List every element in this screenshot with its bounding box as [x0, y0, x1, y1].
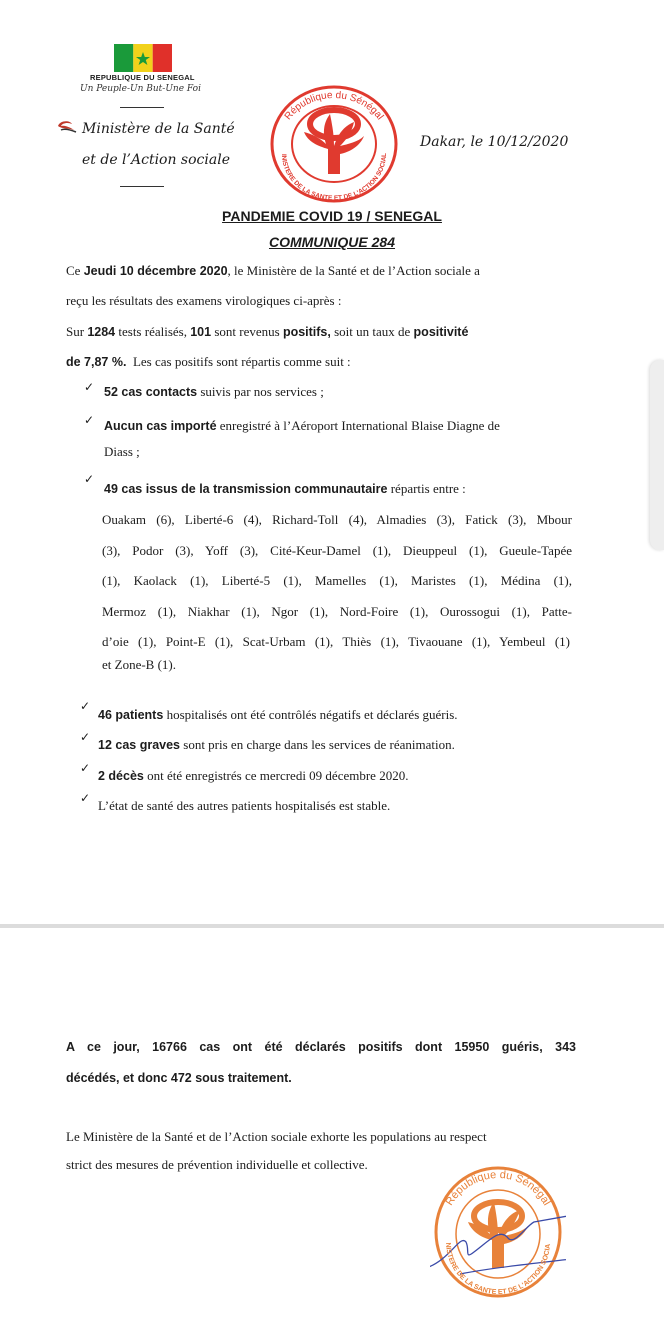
senegal-flag-icon — [114, 44, 172, 72]
stamp-text-top: République du Sénégal — [443, 1168, 553, 1208]
seal-text-top: République du Sénégal — [282, 89, 386, 123]
intro-line-2: reçu les résultats des examens virologiques ci-après : — [66, 293, 342, 308]
national-motto: Un Peuple-Un But-Une Foi — [80, 84, 201, 94]
summary-line-1: A ce jour, 16766 cas ont été déclarés positifs dont 15950 guéris, 343 — [66, 1040, 576, 1054]
status-deaths: 2 décès ont été enregistrés ce mercredi 09 décembre 2020. — [98, 768, 409, 783]
localities-row: d’oie (1), Point-E (1), Scat-Urbam (1), Thiès (1), Tivaouane (1), Yembeul (1) — [102, 634, 570, 649]
svg-text:République du Sénégal — [283, 90, 386, 122]
localities-row: et Zone-B (1). — [102, 657, 177, 672]
closing-line-1: Le Ministère de la Santé et de l’Action sociale exhorte les populations au respect — [66, 1129, 487, 1144]
status-stable: L’état de santé des autres patients hospitalisés est stable. — [98, 798, 391, 813]
ministry-name-line2: et de l’Action sociale — [82, 152, 230, 168]
document-date: Dakar, le 10/12/2020 — [420, 134, 569, 150]
seal-lettering — [268, 84, 400, 204]
page-2 — [0, 928, 664, 1320]
bullet-imported-cont: Diass ; — [104, 444, 140, 459]
check-mark-icon: ✓ — [84, 380, 95, 394]
ministry-emblem-icon — [56, 118, 78, 134]
document-title: PANDEMIE COVID 19 / SENEGAL — [222, 208, 442, 224]
seal-text-bottom: INISTERE DE LA SANTE ET DE L'ACTION SOCIAL — [279, 152, 389, 203]
check-mark-icon: ✓ — [80, 730, 91, 744]
svg-text:République du Sénégal — [443, 1169, 552, 1208]
communique-number: COMMUNIQUE 284 — [268, 234, 396, 250]
scroll-edge-handle[interactable] — [650, 360, 664, 550]
divider — [120, 107, 164, 108]
bullet-imported: Aucun cas importé enregistré à l’Aéroport International Blaise Diagne de — [104, 418, 500, 433]
check-mark-icon: ✓ — [80, 699, 91, 713]
localities-row: Ouakam (6), Liberté-6 (4), Richard-Toll (4), Almadies (3), Fatick (3), Mbour — [102, 512, 572, 527]
intro-line-3: Sur 1284 tests réalisés, 101 sont revenus positifs, soit un taux de positivité — [66, 324, 469, 339]
intro-line-1: Ce Jeudi 10 décembre 2020, le Ministère de la Santé et de l’Action sociale a — [66, 263, 480, 278]
divider — [120, 186, 164, 187]
ministry-name-line1: Ministère de la Santé — [82, 121, 235, 137]
localities-row: (1), Kaolack (1), Liberté-5 (1), Mamelles (1), Maristes (1), Médina (1), — [102, 573, 572, 588]
bullet-contacts: 52 cas contacts suivis par nos services ; — [104, 384, 324, 399]
republic-label: REPUBLIQUE DU SENEGAL — [90, 73, 195, 82]
check-mark-icon: ✓ — [84, 472, 95, 486]
localities-row: Mermoz (1), Niakhar (1), Ngor (1), Nord-Foire (1), Ourossogui (1), Patte- — [102, 604, 572, 619]
closing-line-2: strict des mesures de prévention individuelle et collective. — [66, 1157, 368, 1172]
localities-row: (3), Podor (3), Yoff (3), Cité-Keur-Damel (1), Dieuppeul (1), Gueule-Tapée — [102, 543, 572, 558]
check-mark-icon: ✓ — [80, 791, 91, 805]
status-recovered: 46 patients hospitalisés ont été contrôlés négatifs et déclarés guéris. — [98, 707, 458, 722]
check-mark-icon: ✓ — [84, 413, 95, 427]
stamp-text-bottom: NISTERE DE LA SANTE ET DE L'ACTION SOCIA — [443, 1242, 553, 1297]
status-serious: 12 cas graves sont pris en charge dans les services de réanimation. — [98, 737, 455, 752]
summary-line-2: décédés, et donc 472 sous traitement. — [66, 1071, 292, 1085]
intro-line-4: de 7,87 %. Les cas positifs sont répartis comme suit : — [66, 354, 351, 369]
check-mark-icon: ✓ — [80, 761, 91, 775]
bullet-community: 49 cas issus de la transmission communautaire répartis entre : — [104, 481, 466, 496]
stamp-lettering — [430, 1164, 566, 1304]
